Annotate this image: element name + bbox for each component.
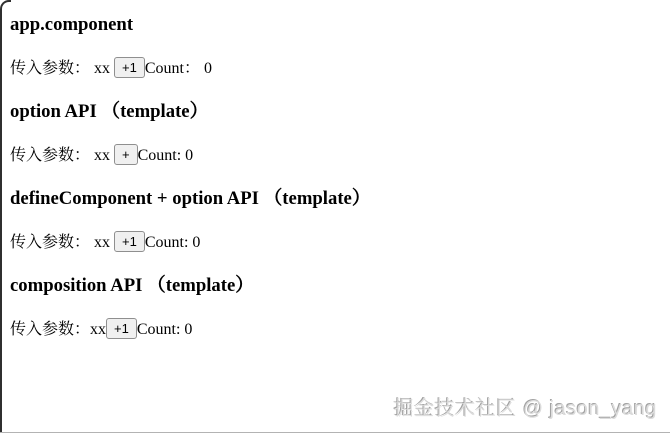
- param-label: 传入参数：xx: [10, 321, 107, 338]
- param-line: [10, 231, 654, 254]
- param-label: 传入参数： xx: [10, 234, 115, 251]
- section-title: composition API （template）: [10, 275, 254, 296]
- increment-button[interactable]: +1: [114, 57, 145, 78]
- param-line: [10, 144, 654, 167]
- increment-button[interactable]: +1: [114, 231, 145, 252]
- count-label: Count: 0: [136, 321, 193, 338]
- count-label: Count: 0: [137, 147, 194, 164]
- section-app-component: [10, 14, 654, 80]
- section-title: app.component: [10, 14, 134, 35]
- param-line: [10, 318, 654, 341]
- count-label: Count： 0: [144, 60, 212, 77]
- count-label: Count: 0: [144, 234, 201, 251]
- section-composition-api: [10, 275, 654, 341]
- section-definecomponent-option-api: [10, 188, 654, 254]
- section-title: option API （template）: [10, 101, 209, 122]
- section-title: defineComponent + option API （template）: [10, 188, 371, 209]
- window-left-border: [0, 9, 2, 432]
- param-line: [10, 57, 654, 80]
- section-option-api: [10, 101, 654, 167]
- param-label: 传入参数： xx: [10, 60, 115, 77]
- param-label: 传入参数： xx: [10, 147, 115, 164]
- increment-button[interactable]: +1: [106, 318, 137, 339]
- increment-button[interactable]: +: [114, 144, 138, 165]
- juejin-watermark: 掘金技术社区 @ jason_yang: [393, 398, 657, 420]
